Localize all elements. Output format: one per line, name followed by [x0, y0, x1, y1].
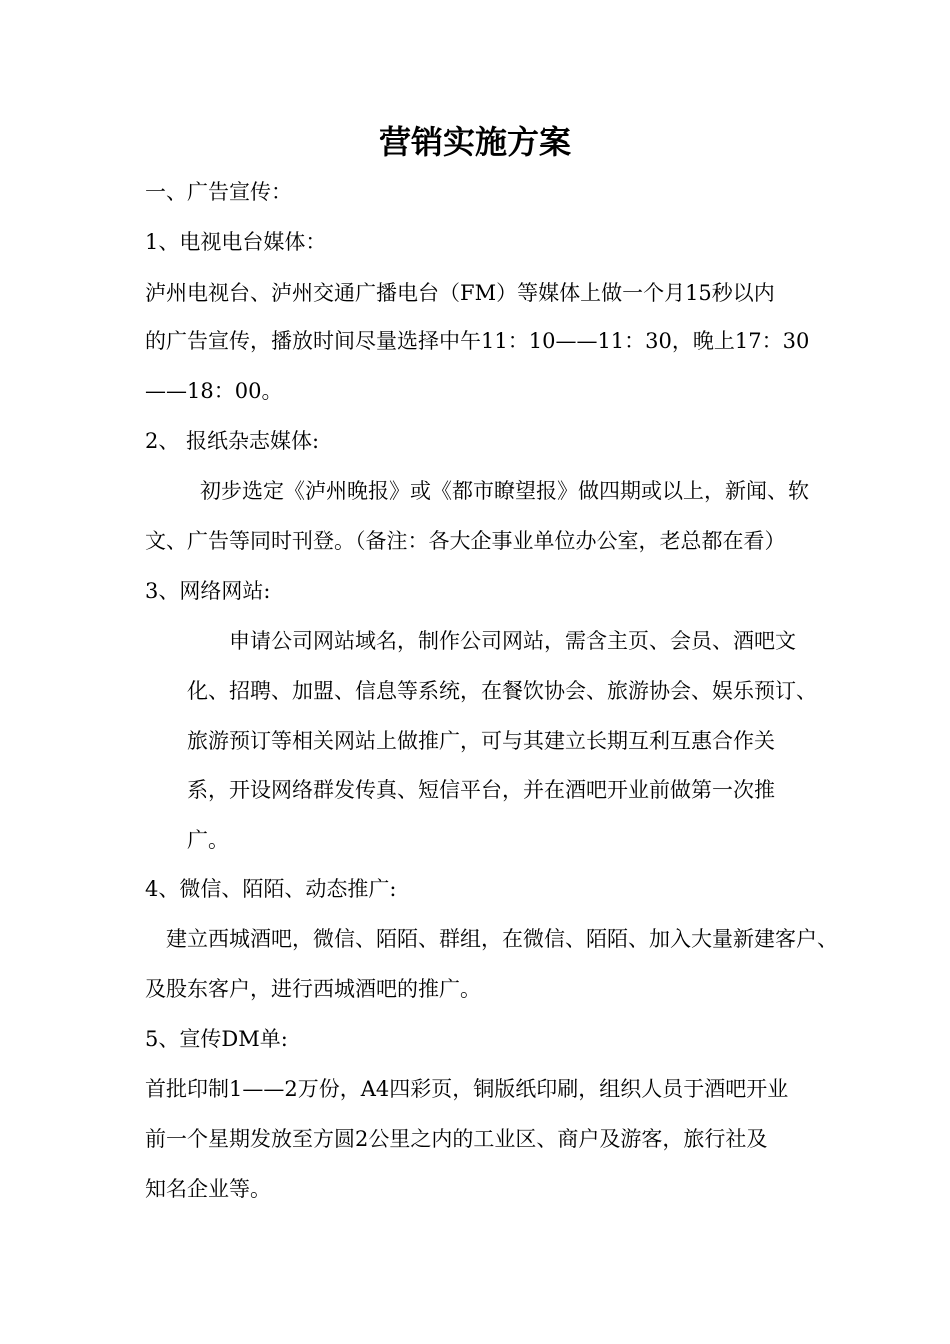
paragraph-line: 旅游预订等相关网站上做推广，可与其建立长期互利互惠合作关	[187, 729, 775, 753]
paragraph-line: 初步选定《泸州晚报》或《都市瞭望报》做四期或以上，新闻、软	[200, 479, 809, 503]
subsection-heading-tv-radio: 1、电视电台媒体：	[145, 230, 327, 254]
paragraph-line: 知名企业等。	[145, 1177, 271, 1201]
paragraph-line: 文、广告等同时刊登。（备注：各大企事业单位办公室，老总都在看）	[145, 529, 786, 553]
paragraph-line: 申请公司网站域名，制作公司网站，需含主页、会员、酒吧文	[229, 629, 796, 653]
paragraph-line: 泸州电视台、泸州交通广播电台（FM）等媒体上做一个月15秒以内	[145, 281, 775, 305]
paragraph-line: ——18：00。	[145, 379, 283, 403]
paragraph-line: 前一个星期发放至方圆2公里之内的工业区、商户及游客，旅行社及	[145, 1127, 768, 1151]
document-title: 营销实施方案	[378, 123, 571, 161]
paragraph-line: 化、招聘、加盟、信息等系统，在餐饮协会、旅游协会、娱乐预订、	[187, 679, 817, 703]
paragraph-line: 的广告宣传，播放时间尽量选择中午11：10——11：30，晚上17：30	[145, 329, 810, 353]
subsection-heading-dm-flyer: 5、宣传DM单:	[145, 1027, 288, 1051]
section-heading-advertising: 一、广告宣传：	[145, 180, 292, 204]
subsection-heading-website: 3、网络网站:	[145, 579, 271, 603]
paragraph-line: 建立西城酒吧，微信、陌陌、群组，在微信、陌陌、加入大量新建客户、	[166, 927, 838, 951]
paragraph-line: 首批印制1——2万份，A4四彩页，铜版纸印刷，组织人员于酒吧开业	[145, 1077, 789, 1101]
paragraph-line: 系，开设网络群发传真、短信平台，并在酒吧开业前做第一次推	[187, 778, 775, 802]
paragraph-line: 及股东客户，进行西城酒吧的推广。	[145, 977, 481, 1001]
subsection-heading-newspaper: 2、 报纸杂志媒体:	[145, 429, 320, 453]
paragraph-line: 广。	[187, 828, 229, 852]
subsection-heading-wechat: 4、微信、陌陌、动态推广:	[145, 877, 397, 901]
